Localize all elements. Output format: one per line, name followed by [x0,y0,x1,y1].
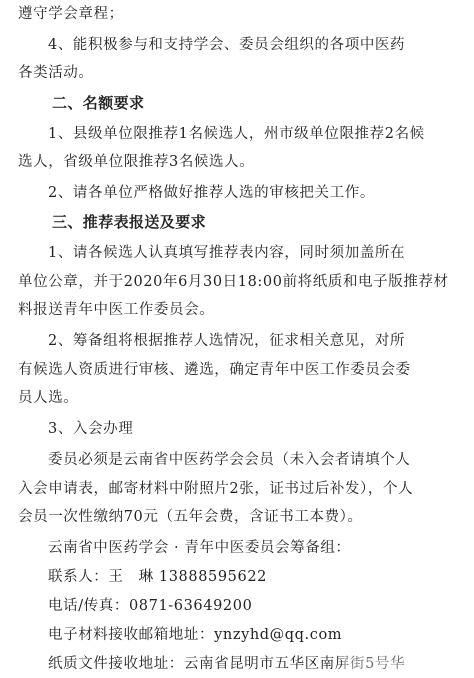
text-line-14: 员人选。 [18,390,79,406]
text-line-9: 1、请各候选人认真填写推荐表内容，同时须加盖所在 [48,245,406,261]
text-line-18: 会员一次性缴纳70元（五年会费，含证书工本费）。 [18,509,363,525]
text-line-7: 2、请各单位严格做好推荐人选的审核把关工作。 [48,185,375,201]
section-heading-submission: 三、推荐表报送及要求 [52,213,207,231]
text-line-11: 料报送青年中医工作委员会。 [18,302,215,318]
text-line-6: 选人，省级单位限推荐3名候选人。 [18,154,255,170]
text-line-13: 有候选人资质进行审核、遴选，确定青年中医工作委员会委 [18,362,411,378]
text-line-2: 4、能积极参与和支持学会、委员会组织的各项中医药 [48,37,406,53]
contact-person-line: 联系人：王 琳 13888595622 [48,569,267,585]
email-line: 电子材料接收邮箱地址：ynzyhd@qq.com [48,627,343,643]
phone-fax-line: 电话/传真：0871-63649200 [48,598,253,614]
text-line-17: 入会申请表，邮寄材料中附照片2张，证书过后补发），个人 [18,481,414,497]
text-line-16: 委员必须是云南省中医药学会会员（未入会者请填个人 [48,452,411,468]
mailing-address-line: 纸质文件接收地址：云南省昆明市五华区南屏街5号华 [48,656,406,672]
text-line-3: 各类活动。 [18,65,94,81]
text-line-10: 单位公章，并于2020年6月30日18:00前将纸质和电子版推荐材 [18,274,449,290]
text-line-1: 遵守学会章程； [18,6,124,22]
text-line-19: 云南省中医药学会 · 青年中医委员会筹备组： [48,540,351,556]
text-line-15: 3、入会办理 [48,421,134,437]
section-heading-quota: 二、名额要求 [52,94,145,112]
text-line-5: 1、县级单位限推荐1名候选人，州市级单位限推荐2名候 [48,126,425,142]
text-line-12: 2、筹备组将根据推荐人选情况，征求相关意见，对所 [48,333,406,349]
